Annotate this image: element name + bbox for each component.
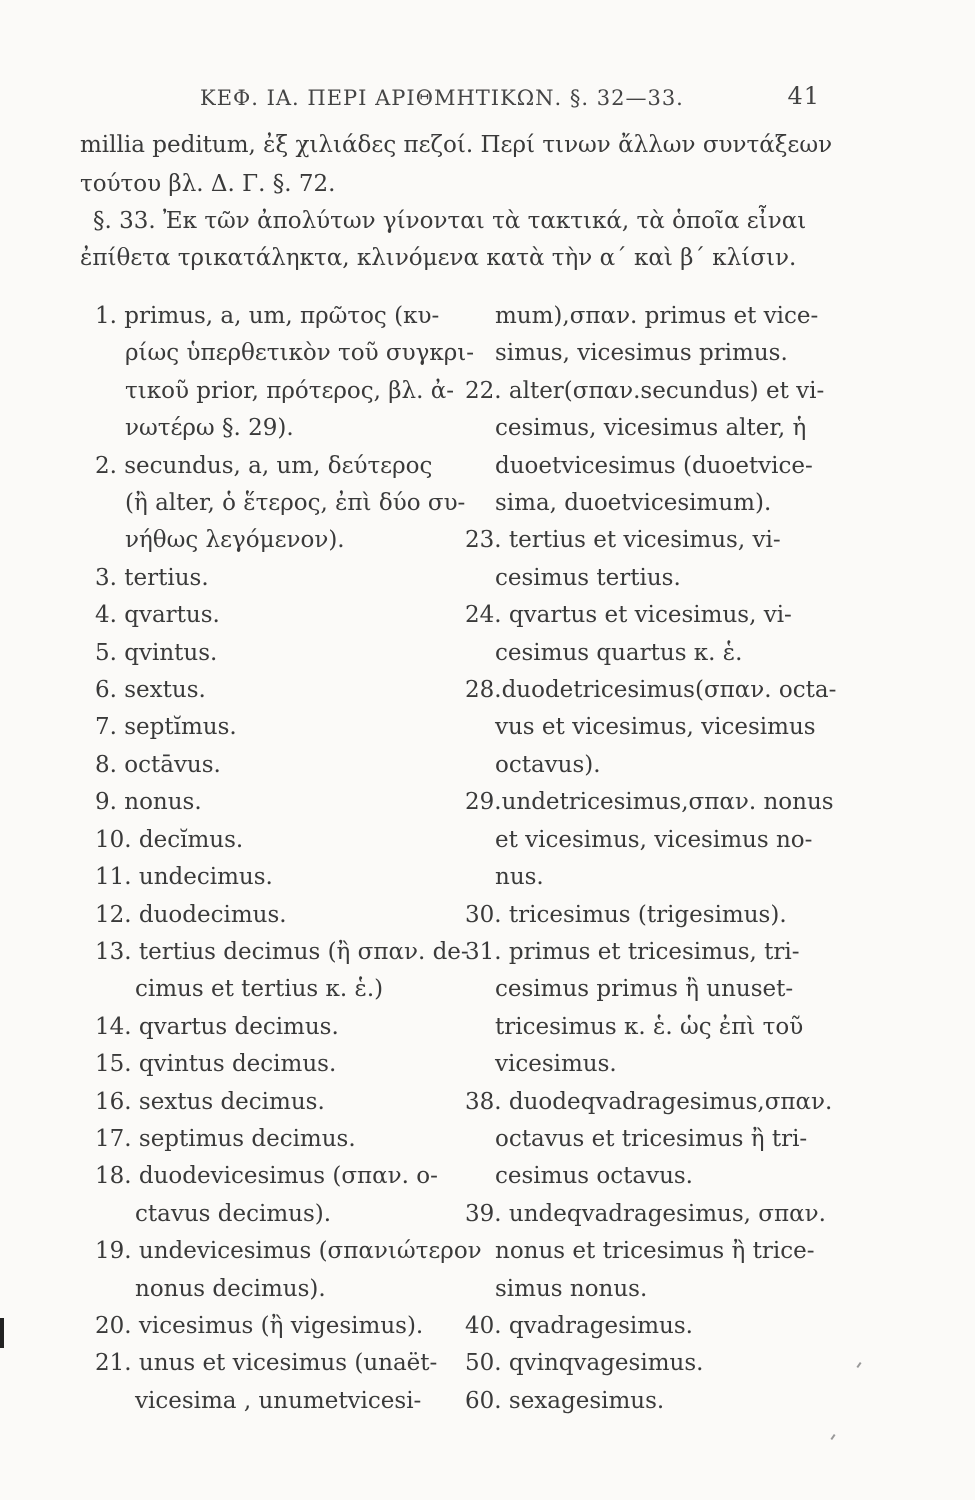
- entry-line: 22. alter(σπαν.secundus) et vi-: [465, 377, 825, 404]
- entry-line: 1. primus, a, um, πρῶτος (κυ-: [95, 303, 440, 329]
- entry-line: 14. qvartus decimus.: [95, 1013, 339, 1040]
- entry-line: duoetvicesimus (duoetvice-: [495, 452, 813, 479]
- entry-line: 15. qvintus decimus.: [95, 1051, 337, 1078]
- entry-line: 19. undevicesimus (σπανιώτερον: [95, 1238, 482, 1265]
- entry-line: 7. septĭmus.: [95, 714, 237, 741]
- entry-line: 13. tertius decimus (ἢ σπαν. de-: [95, 938, 469, 965]
- entry-line: octavus).: [495, 751, 601, 778]
- entry-line: τικοῦ prior, πρότερος, βλ. ἀ-: [125, 377, 455, 404]
- entry-line: 28.duodetricesimus(σπαν. octa-: [465, 677, 837, 704]
- entry-line: 4. qvartus.: [95, 602, 220, 629]
- entry-line: 31. primus et tricesimus, tri-: [465, 938, 800, 965]
- entry-line: 11. undecimus.: [95, 864, 273, 891]
- entry-line: 39. undeqvadragesimus, σπαν.: [465, 1200, 826, 1227]
- entry-line: cesimus quartus κ. ἑ.: [495, 639, 743, 666]
- entry-line: 16. sextus decimus.: [95, 1088, 325, 1115]
- entry-line: tricesimus κ. ἑ. ὡς ἐπὶ τοῦ: [495, 1013, 804, 1040]
- entry-line: simus, vicesimus primus.: [495, 340, 788, 367]
- entry-line: 6. sextus.: [95, 677, 206, 704]
- entry-line: 21. unus et vicesimus (unaët-: [95, 1350, 438, 1377]
- page-number: 41: [787, 82, 820, 110]
- entry-line: vicesima , unumetvicesi-: [135, 1387, 422, 1414]
- entry-line: 17. septimus decimus.: [95, 1125, 356, 1152]
- entry-line: nonus et tricesimus ἢ trice-: [495, 1238, 815, 1265]
- entry-line: mum),σπαν. primus et vice-: [495, 303, 819, 329]
- left-column: [95, 298, 485, 1420]
- entry-line: 9. nonus.: [95, 789, 202, 816]
- entry-line: 38. duodeqvadragesimus,σπαν.: [465, 1088, 833, 1115]
- entry-line: 24. qvartus et vicesimus, vi-: [465, 602, 792, 629]
- entry-line: 23. tertius et vicesimus, vi-: [465, 527, 781, 554]
- intro-line: §. 33. Ἐκ τῶν ἀπολύτων γίνονται τὰ τακτικά, τὰ ὁποῖα εἶναι: [93, 208, 807, 234]
- entry-line: simus nonus.: [495, 1275, 648, 1302]
- intro-line: τούτου βλ. Δ. Γ. §. 72.: [80, 171, 336, 197]
- running-header: [200, 82, 820, 110]
- margin-mark: [0, 1318, 4, 1348]
- entry-line: vicesimus.: [495, 1051, 617, 1078]
- entry-line: cesimus, vicesimus alter, ἡ: [495, 415, 807, 442]
- entry-line: 18. duodevicesimus (σπαν. o-: [95, 1163, 438, 1190]
- intro-line: millia peditum, ἐξ χιλιάδες πεζοί. Περί τινων ἄλλων συντάξεων: [80, 132, 833, 158]
- entry-line: sima, duoetvicesimum).: [495, 490, 772, 517]
- running-title: ΚΕΦ. ΙΑ. ΠΕΡΙ ΑΡΙΘΜΗΤΙΚΩΝ. §. 32—33.: [200, 86, 684, 110]
- entry-line: ρίως ὑπερθετικὸν τοῦ συγκρι-: [125, 340, 475, 367]
- entry-line: 8. octāvus.: [95, 751, 221, 778]
- entry-line: cimus et tertius κ. ἑ.): [135, 976, 384, 1003]
- entry-line: 10. decĭmus.: [95, 826, 244, 853]
- entry-line: 20. vicesimus (ἢ vigesimus).: [95, 1312, 424, 1339]
- ink-speck: [830, 1434, 835, 1440]
- entry-line: nonus decimus).: [135, 1275, 326, 1302]
- entry-line: (ἢ alter, ὁ ἕτερος, ἐπὶ δύο συ-: [125, 490, 466, 517]
- entry-line: ctavus decimus).: [135, 1200, 332, 1227]
- entry-line: cesimus primus ἢ unuset-: [495, 976, 794, 1003]
- entry-line: vus et vicesimus, vicesimus: [495, 714, 816, 741]
- right-column: [465, 298, 860, 1420]
- entry-line: et vicesimus, vicesimus no-: [495, 826, 813, 853]
- entry-line: 5. qvintus.: [95, 639, 218, 666]
- entry-line: νήθως λεγόμενον).: [125, 527, 345, 554]
- entry-line: 30. tricesimus (trigesimus).: [465, 901, 787, 928]
- entry-line: nus.: [495, 864, 544, 891]
- entry-line: νωτέρω §. 29).: [125, 415, 294, 442]
- entry-line: cesimus octavus.: [495, 1163, 693, 1190]
- intro-line: ἐπίθετα τρικατάληκτα, κλινόμενα κατὰ τὴν α΄ καὶ β΄ κλίσιν.: [80, 245, 797, 271]
- entry-line: cesimus tertius.: [495, 564, 681, 591]
- entry-line: 29.undetricesimus,σπαν. nonus: [465, 789, 834, 816]
- entry-line: 12. duodecimus.: [95, 901, 287, 928]
- entry-line: 3. tertius.: [95, 564, 209, 591]
- entry-line: 2. secundus, a, um, δεύτερος: [95, 452, 433, 479]
- entry-line: 50. qvinqvagesimus.: [465, 1350, 704, 1377]
- entry-line: octavus et tricesimus ἢ tri-: [495, 1125, 808, 1152]
- entry-line: 60. sexagesimus.: [465, 1387, 665, 1414]
- entry-line: 40. qvadragesimus.: [465, 1312, 693, 1339]
